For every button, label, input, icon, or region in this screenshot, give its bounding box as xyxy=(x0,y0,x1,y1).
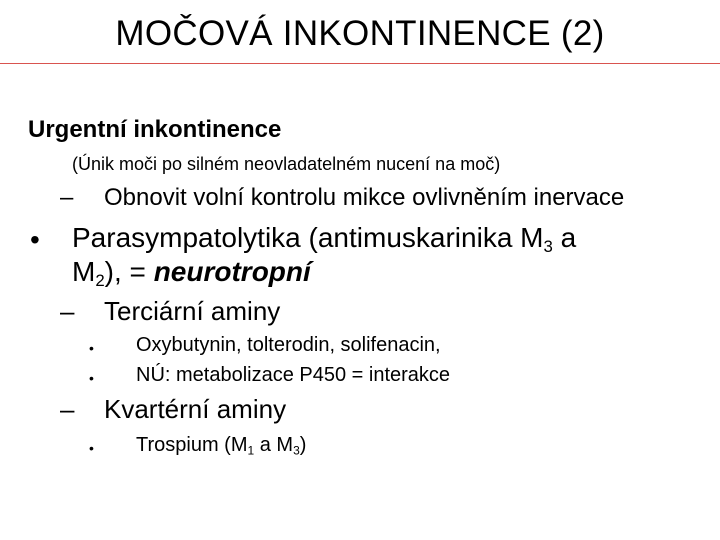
subscript: 2 xyxy=(95,271,105,291)
point-2-text: ), = xyxy=(104,256,154,287)
group-2-item xyxy=(136,434,306,458)
group-2-item-text: Trospium (M xyxy=(136,434,248,456)
point-2-line-1 xyxy=(72,222,576,257)
group-1-item: NÚ: metabolizace P450 = interakce xyxy=(136,364,451,386)
point-2-line-2 xyxy=(72,256,311,291)
group-2-item-text: ) xyxy=(299,434,307,456)
bullet-marker: • xyxy=(30,224,40,255)
page-title: MOČOVÁ INKONTINENCE (2) xyxy=(115,14,605,53)
subscript: 3 xyxy=(293,443,300,458)
title-divider xyxy=(0,63,720,64)
dash-marker: – xyxy=(60,184,74,211)
group-2-item-text: a M xyxy=(254,434,294,456)
group-2-label: Kvartérní aminy xyxy=(104,394,287,424)
section-heading: Urgentní inkontinence xyxy=(28,116,282,143)
point-2-text: M xyxy=(72,256,96,287)
subscript: 3 xyxy=(543,237,553,257)
subscript: 1 xyxy=(247,443,255,458)
group-1-label: Terciární aminy xyxy=(104,296,281,326)
dash-marker: – xyxy=(60,296,75,326)
bullet-marker: • xyxy=(89,440,94,456)
dash-marker: – xyxy=(60,394,75,424)
point-2-text: Parasympatolytika (antimuskarinika M xyxy=(72,222,544,253)
group-1-item: Oxybutynin, tolterodin, solifenacin, xyxy=(136,334,441,356)
section-note: (Únik moči po silném neovladatelném nucení na moč) xyxy=(72,154,501,174)
point-1-text: Obnovit volní kontrolu mikce ovlivněním inervace xyxy=(104,184,625,211)
point-2-text: a xyxy=(552,222,577,253)
bullet-marker: • xyxy=(89,370,94,386)
bullet-marker: • xyxy=(89,340,94,356)
emphasis-text: neurotropní xyxy=(153,256,311,287)
